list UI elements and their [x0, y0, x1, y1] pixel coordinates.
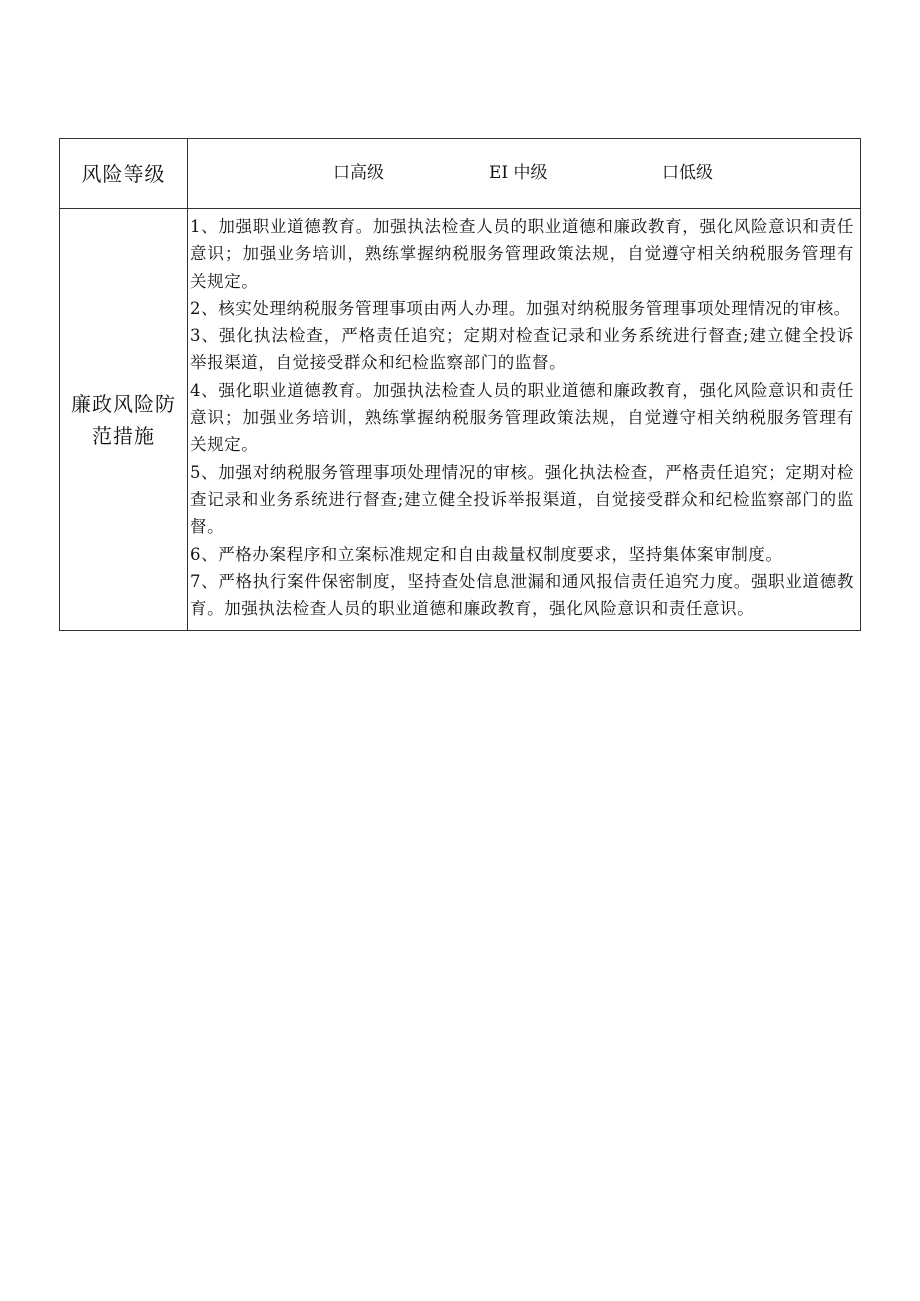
- measure-item-5: 5、加强对纳税服务管理事项处理情况的审核。强化执法检查，严格责任追究；定期对检查记录和业务系统进行督查;建立健全投诉举报渠道，自觉接受群众和纪检监察部门的监督。: [190, 462, 854, 537]
- measures-label: [60, 209, 188, 631]
- measure-item-3: 3、强化执法检查，严格责任追究；定期对检查记录和业务系统进行督查;建立健全投诉举报渠道，自觉接受群众和纪检监察部门的监督。: [190, 326, 854, 373]
- measure-item-7: 7、严格执行案件保密制度，坚持查处信息泄漏和通风报信责任追究力度。强职业道德教育。加强执法检查人员的职业道德和廉政教育，强化风险意识和责任意识。: [190, 571, 854, 619]
- option-high: 口高级: [333, 163, 384, 183]
- measure-item-4: 4、强化职业道德教育。加强执法检查人员的职业道德和廉政教育，强化风险意识和责任意识；加强业务培训，熟练掌握纳税服务管理政策法规，自觉遵守相关纳税服务管理有关规定。: [190, 380, 854, 455]
- measures-content: [188, 209, 861, 631]
- risk-table: [59, 138, 861, 631]
- measure-item-6: 6、严格办案程序和立案标准规定和自由裁量权制度要求，坚持集体案审制度。: [190, 544, 783, 564]
- measure-item-1: 1、加强职业道德教育。加强执法检查人员的职业道德和廉政教育，强化风险意识和责任意识；加强业务培训，熟练掌握纳税服务管理政策法规，自觉遵守相关纳税服务管理有关规定。: [190, 217, 854, 291]
- risk-level-label: 风险等级: [60, 139, 188, 209]
- measures-label-line1: 廉政风险防: [71, 391, 176, 416]
- risk-level-row: [60, 139, 861, 209]
- risk-level-options: [188, 139, 860, 208]
- risk-level-options-cell: [188, 139, 861, 209]
- option-mid: EI 中级: [489, 163, 548, 183]
- option-low: 口低级: [662, 163, 713, 183]
- measures-row: [60, 209, 861, 631]
- measures-label-line2: 范措施: [92, 423, 155, 448]
- measure-item-2: 2、核实处理纳税服务管理事项由两人办理。加强对纳税服务管理事项处理情况的审核。: [190, 298, 851, 318]
